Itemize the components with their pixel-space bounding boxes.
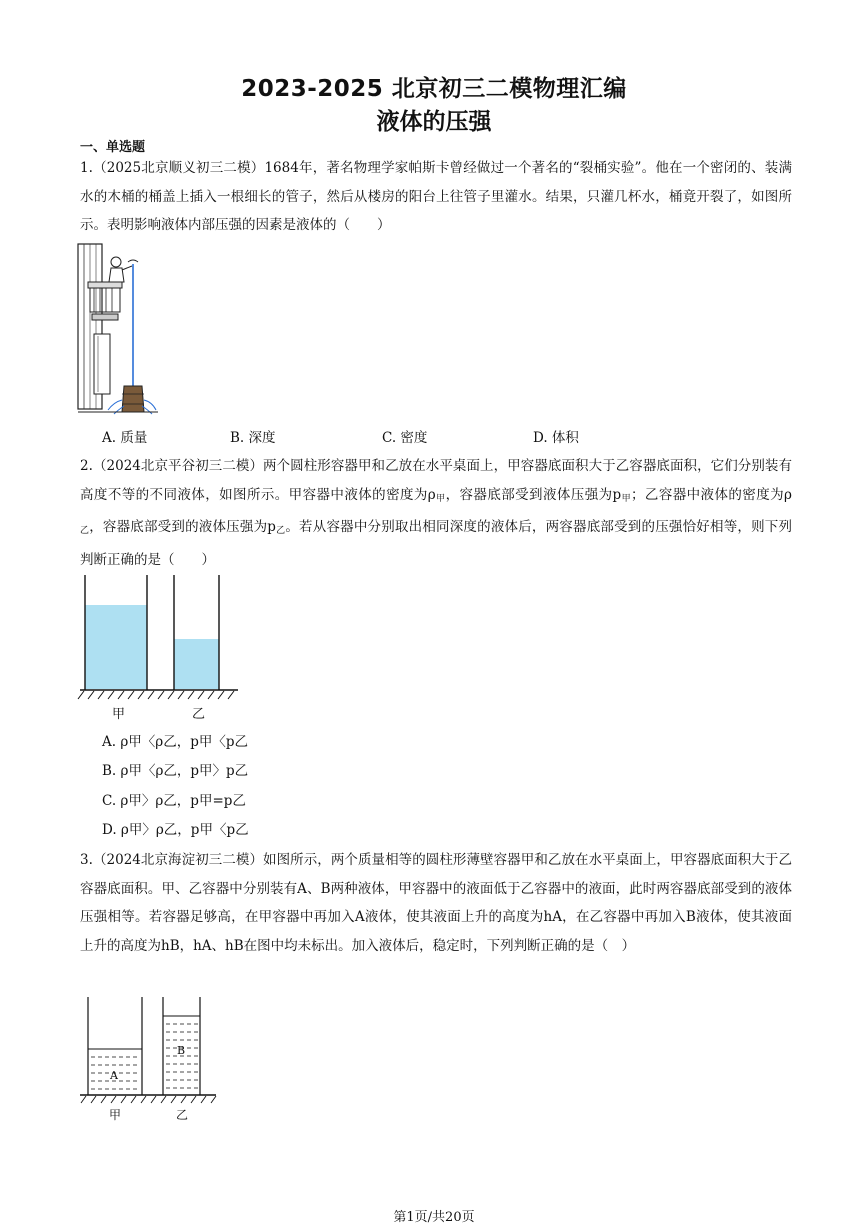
label-liquid-b: B	[177, 1044, 186, 1057]
q2-option-c: C. ρ甲〉ρ乙，p甲=p乙	[102, 793, 246, 809]
question-3-text: 3.（2024北京海淀初三二模）如图所示，两个质量相等的圆柱形薄壁容器甲和乙放在水平桌面上，甲容器底面积大于乙容器底面积。甲、乙容器中分别装有A、B两种液体，甲容器中的液面低于乙容器中的液面，此时两容器底部受到的液体压强相等。若容器足够高，在甲容器中再加入A液体，使其液面上升的高度为hA，在乙容器中再加入B液体，使其液面上升的高度为hB，hA、hB在图中均未标出。加入液体后，稳定时，下列判断正确的是（ ）	[80, 852, 792, 954]
label-yi: 乙	[192, 707, 206, 722]
label-yi-q3: 乙	[176, 1108, 189, 1122]
question-1-text: 1.（2025北京顺义初三二模）1684年，著名物理学家帕斯卡曾经做过一个著名的“裂桶实验”。他在一个密闭的、装满水的木桶的桶盖上插入一根细长的管子，然后从楼房的阳台上往管子里灌水。结果，只灌几杯水，桶竟开裂了，如图所示。表明影响液体内部压强的因素是液体的（ ）	[80, 160, 792, 233]
label-jia: 甲	[112, 707, 126, 722]
q1-option-a: A. 质量	[102, 430, 148, 446]
q1-option-c: C. 密度	[382, 430, 428, 446]
page-subtitle: 液体的压强	[376, 109, 492, 135]
q1-option-d: D. 体积	[533, 430, 579, 446]
section-heading: 一、单选题	[80, 140, 146, 155]
page-title: 2023-2025 北京初三二模物理汇编	[241, 76, 627, 102]
q2-option-d: D. ρ甲〉ρ乙，p甲〈p乙	[102, 822, 249, 838]
pascal-barrel-figure	[78, 244, 158, 414]
label-jia-q3: 甲	[109, 1108, 122, 1122]
page-number: 第1页/共20页	[393, 1210, 475, 1225]
question-2-text: 2.（2024北京平谷初三二模）两个圆柱形容器甲和乙放在水平桌面上，甲容器底面积大于乙容器底面积，它们分别装有高度不等的不同液体，如图所示。甲容器中液体的密度为$\rho_甲$，容器底部受到液体压强为$p_甲$；乙容器中液体的密度为$\rho_乙$，容器底部受到的液体压强为$p_乙$。若从容器中分别取出相同深度的液体后，两容器底部受到的压强恰好相等，则下列判断正确的是（ ）	[80, 458, 792, 568]
q1-option-b: B. 深度	[230, 430, 276, 446]
q2-option-b: B. ρ甲〈ρ乙，p甲〉p乙	[102, 763, 249, 779]
containers-figure-q3	[80, 997, 230, 1127]
containers-figure-q2	[80, 575, 240, 725]
label-liquid-a: A	[110, 1069, 118, 1082]
q2-option-a: A. ρ甲〈ρ乙，p甲〈p乙	[102, 734, 248, 750]
